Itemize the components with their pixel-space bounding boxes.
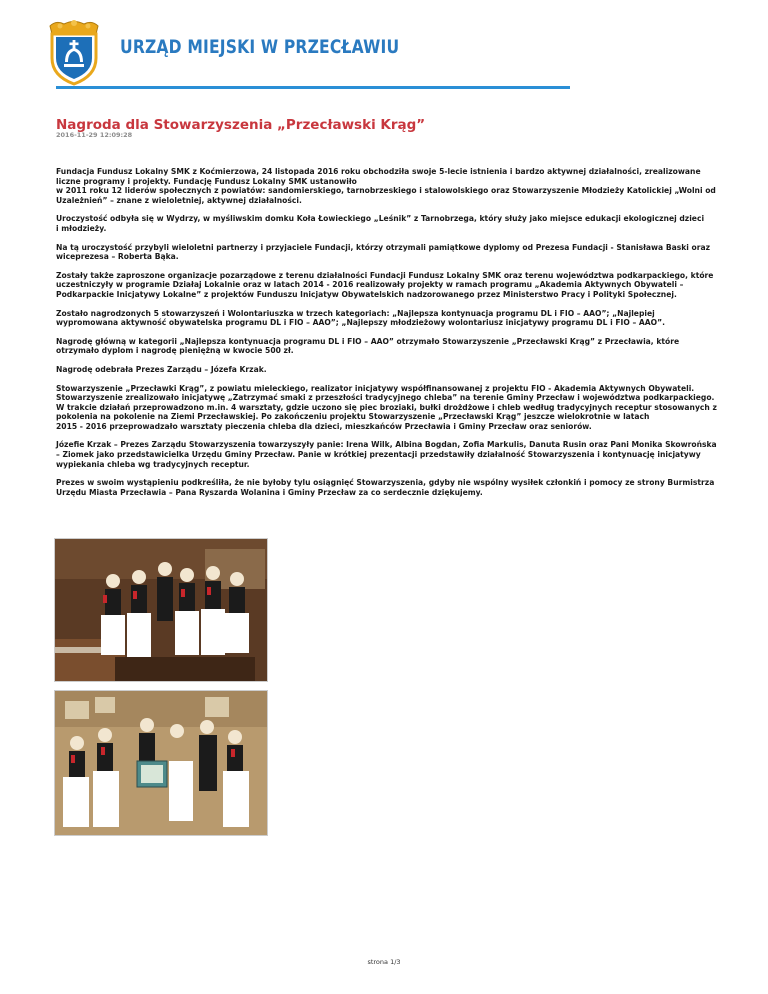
site-title[interactable]: URZĄD MIEJSKI W PRZECŁAWIU (120, 36, 400, 58)
coat-of-arms-icon[interactable] (44, 20, 104, 86)
article-paragraph: Zostało nagrodzonych 5 stowarzyszeń i Wolontariuszka w trzech kategoriach: „Najlepsza kontynuacja programu DL i FIO – AAO”; „Najlepiej wypromowana aktywność obywatelska programu DL i FIO – AAO”; „Najlepszy młodzieżowy wolontariusz inicjatywy programu DL i FIO – AAO”. (56, 308, 665, 328)
event-photo-2[interactable] (54, 690, 268, 836)
award-photo-image (55, 691, 267, 835)
article-paragraph: Józefie Krzak – Prezes Zarządu Stowarzyszenia towarzyszyły panie: Irena Wilk, Albina Bogdan, Zofia Markulis, Danuta Rusin oraz Pani Monika Skowrońska – Ziomek jako przedstawicielka Urzędu Gminy Przecław. Panie w krótkiej prezentacji przedstawiły działalność Stowarzyszenia i kontynuację inicjatywy wypiekania chleba wg tradycyjnych receptur. (56, 440, 717, 469)
group-photo-image (55, 539, 267, 681)
article-paragraph: Uroczystość odbyła się w Wydrzy, w myśliwskim domku Koła Łowieckiego „Leśnik” z Tarnobrzega, który służy jako miejsce edukacji ekologicznej dzieci i młodzieży. (56, 214, 705, 233)
article-body (56, 167, 718, 506)
header-divider (56, 86, 570, 89)
article-paragraph: Zostały także zaproszone organizacje pozarządowe z terenu działalności Fundacji Fundusz Lokalny SMK oraz terenu województwa podkarpackiego, które uczestniczyły w programie Działaj Lokalnie oraz w latach 2014 - 2016 realizowały projekty w ramach programu „Akademia Aktywnych Obywateli – Podkarpackie Inicjatywy Lokalne” z projektów Funduszu Inicjatyw Obywatelskich nadzorowanego przez Ministerstwo Pracy i Polityki Społecznej. (56, 270, 714, 299)
article-paragraph: Nagrodę główną w kategorii „Najlepsza kontynuacja programu DL i FIO – AAO” otrzymało Stowarzyszenie „Przecławski Krąg” z Przecławia, które otrzymało dyplom i nagrodę pieniężną w kwocie 500 zł. (56, 336, 680, 356)
article-paragraph: Na tą uroczystość przybyli wieloletni partnerzy i przyjaciele Fundacji, którzy otrzymali pamiątkowe dyplomy od Prezesa Fundacji - Stanisława Baski oraz wiceprezesa – Roberta Bąka. (56, 242, 711, 262)
page-footer: strona 1/3 (367, 958, 401, 966)
article-title: Nagroda dla Stowarzyszenia „Przecławski Krąg” (56, 117, 426, 133)
article-paragraph: Stowarzyszenie „Przecławki Krąg”, z powiatu mieleckiego, realizator inicjatywy współfinansowanej z projektu FIO - Akademia Aktywnych Obywateli. Stowarzyszenie zrealizowało inicjatywę „Zatrzymać smaki z przeszłości tradycyjnego chleba” na terenie Gminy Przecław i województwa podkarpackiego. W trakcie działań przeprowadzono m.in. 4 warsztaty, gdzie uczono się piec broziaki, bułki drożdżowe i chleb według tradycyjnych receptur stosowanych z pokolenia na pokolenie na Ziemi Przecławskiej. Po zakończeniu projektu Stowarzyszenie „Przecławski Krąg” jeszcze wielokrotnie w latach 2015 - 2016 przeprowadzało warsztaty pieczenia chleba dla dzieci, mieszkańców Przecławia i Gminy Przecław oraz seniorów. (56, 383, 717, 431)
page-header (0, 0, 768, 90)
event-photo-1[interactable] (54, 538, 268, 682)
article-date: 2016-11-29 12:09:28 (56, 131, 133, 139)
article-paragraph: Nagrodę odebrała Prezes Zarządu – Józefa Krzak. (56, 364, 267, 374)
article-paragraph: Prezes w swoim wystąpieniu podkreśliła, że nie byłoby tylu osiągnięć Stowarzyszenia, gdyby nie wspólny wysiłek członkiń i pomocy ze strony Burmistrza Urzędu Miasta Przecławia – Pana Ryszarda Wolanina i Gminy Przecław za co serdecznie dziękujemy. (56, 478, 715, 497)
article-paragraph: Fundacja Fundusz Lokalny SMK z Koćmierzowa, 24 listopada 2016 roku obchodziła swoje 5-lecie istnienia i bardzo aktywnej działalności, zrealizowane liczne programy i projekty. Fundację Fundusz Lokalny SMK ustanowiło w 2011 roku 12 liderów społecznych z powiatów: sandomierskiego, tarnobrzeskiego i stalowolskiego oraz Stowarzyszenie Młodzieży Katolickiej „Wolni od Uzależnień” – znane z wieloletniej, aktywnej działalności. (56, 167, 716, 205)
